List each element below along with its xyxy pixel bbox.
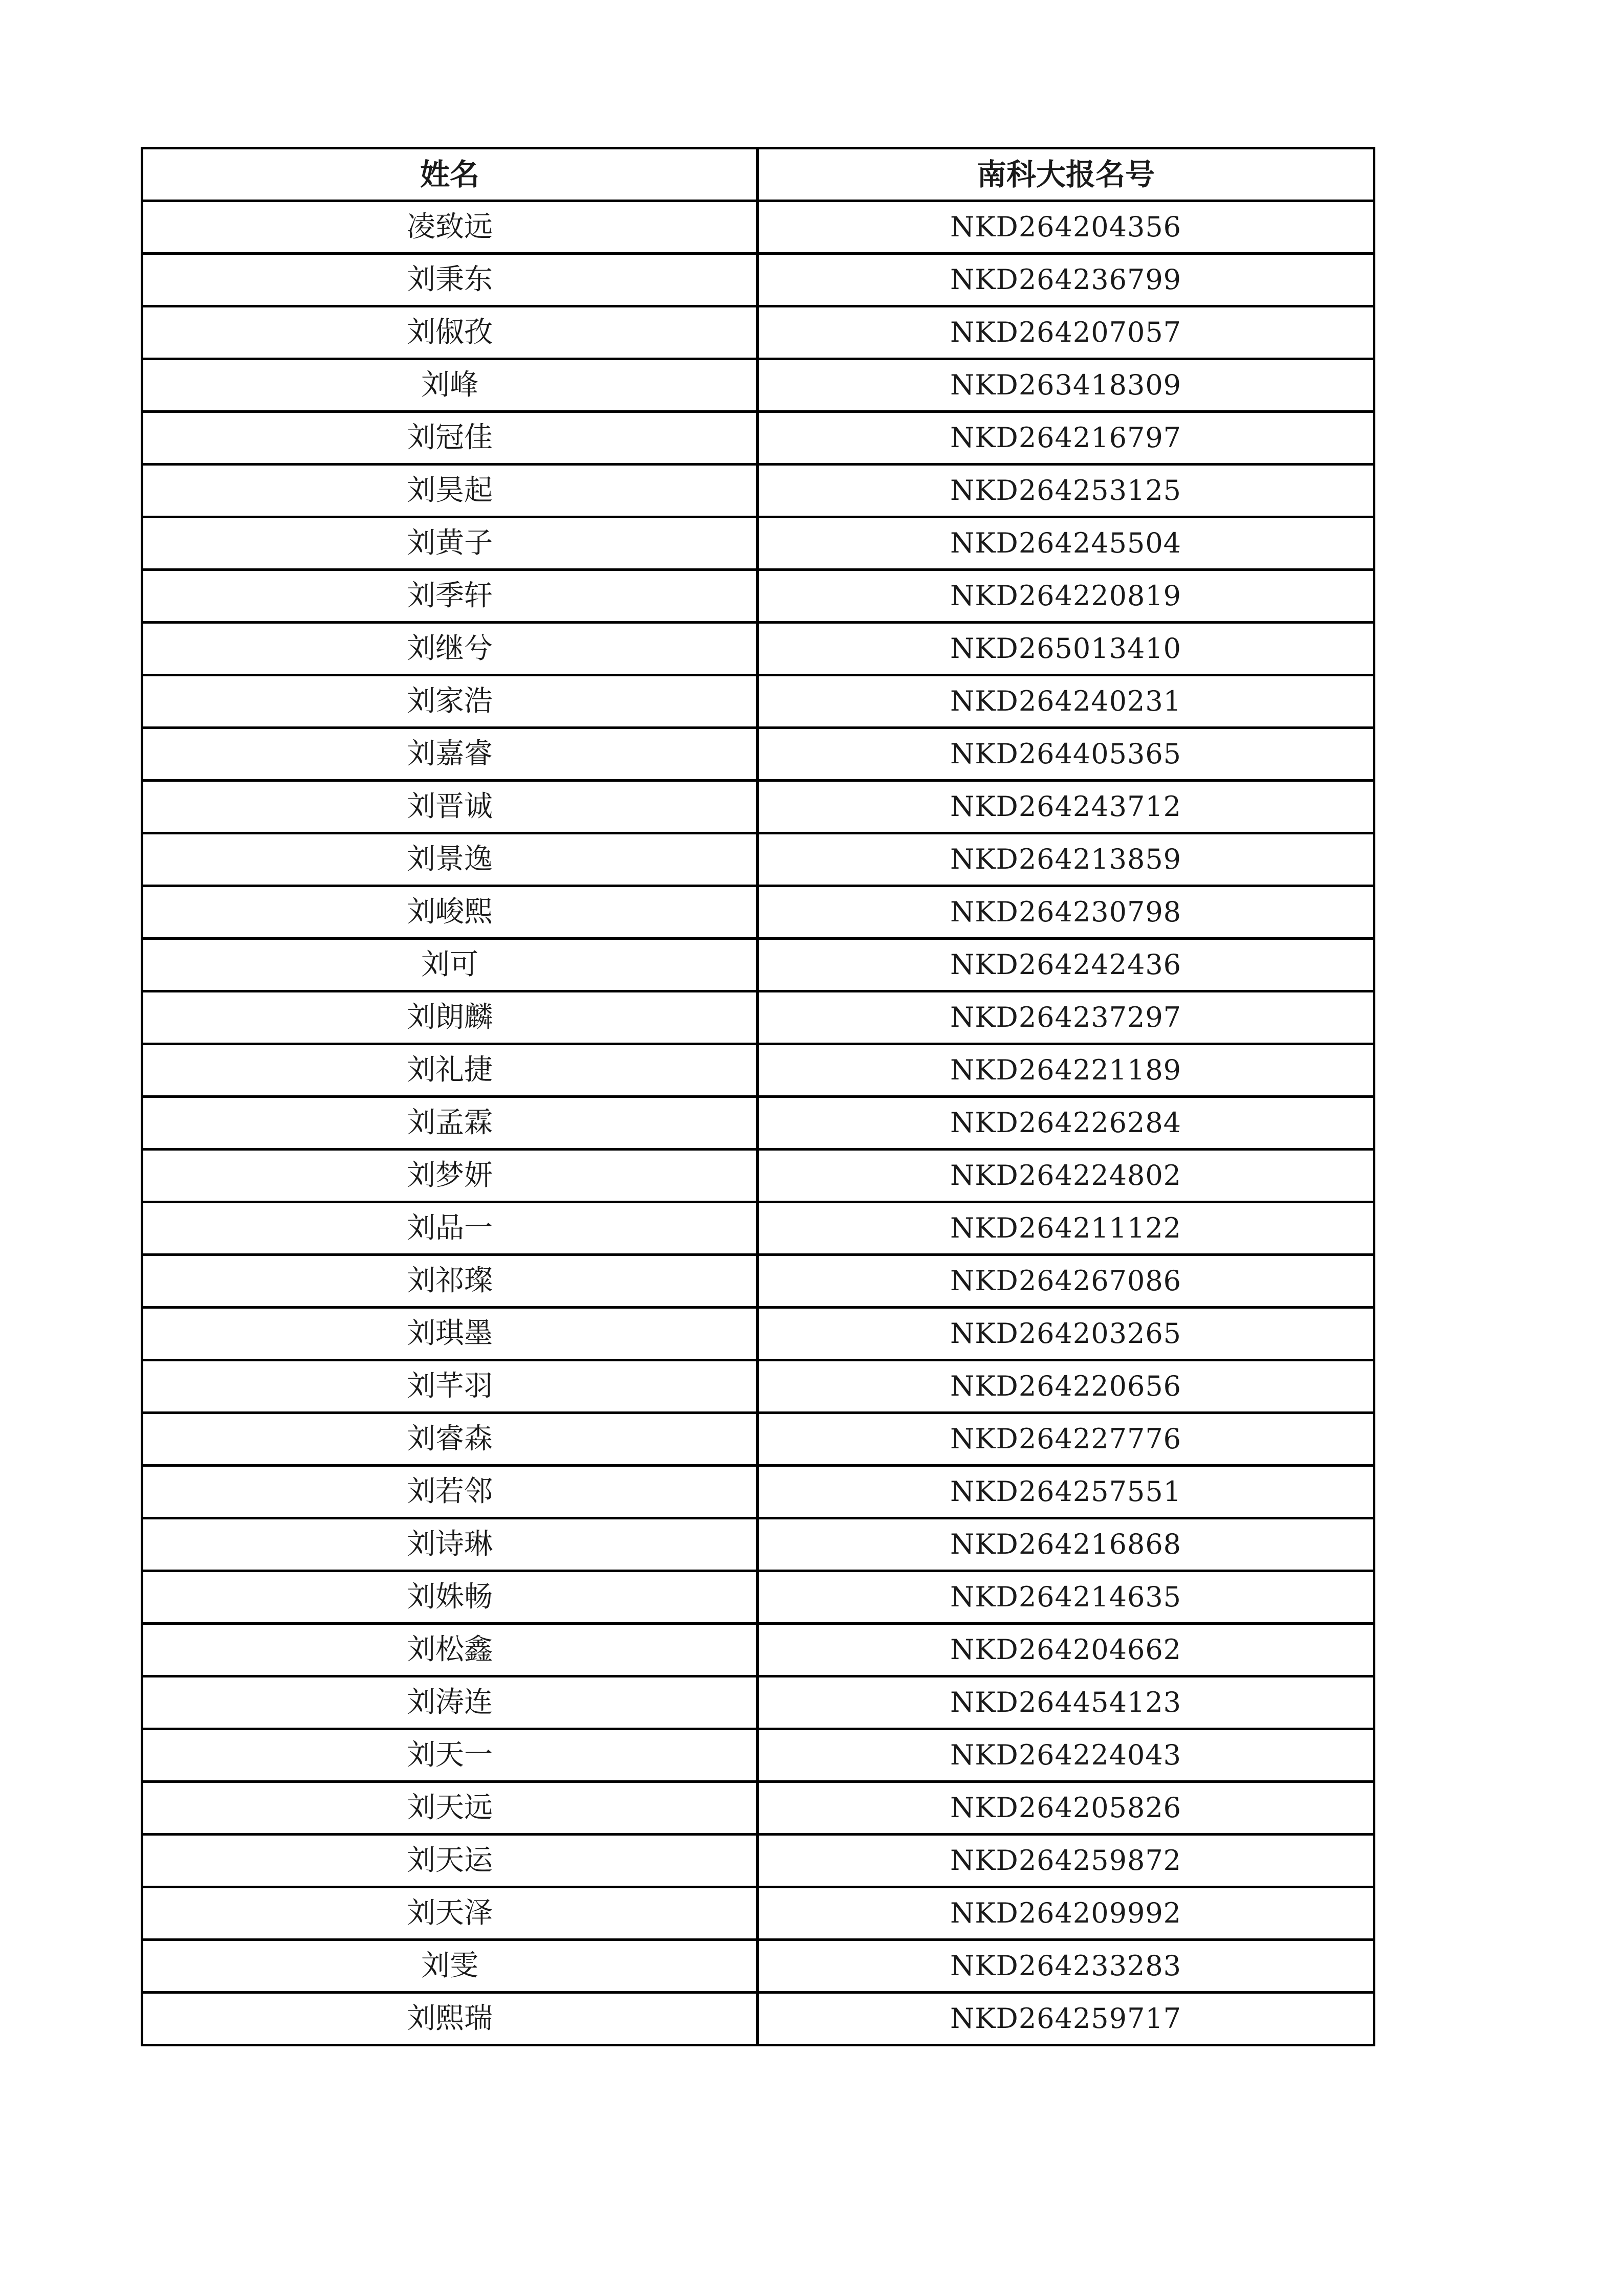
student-name-cell: 刘冠佳	[142, 412, 758, 465]
table-row	[142, 201, 1374, 254]
registration-number-cell: NKD264204356	[758, 201, 1374, 254]
registration-number-cell: NKD264213859	[758, 833, 1374, 886]
student-name-cell: 刘祁璨	[142, 1255, 758, 1308]
registration-number-cell: NKD264454123	[758, 1676, 1374, 1729]
table-row	[142, 1940, 1374, 1993]
column-header-registration-number: 南科大报名号	[758, 148, 1374, 201]
registration-number-cell: NKD264233283	[758, 1940, 1374, 1993]
registration-number-cell: NKD264204662	[758, 1624, 1374, 1676]
table-row	[142, 833, 1374, 886]
table-body	[142, 201, 1374, 2045]
table-row	[142, 517, 1374, 570]
registration-number-cell: NKD264245504	[758, 517, 1374, 570]
student-name-cell: 刘姝畅	[142, 1571, 758, 1624]
student-name-cell: 刘峰	[142, 359, 758, 412]
table-row	[142, 1835, 1374, 1887]
table-row	[142, 1097, 1374, 1150]
registration-number-cell: NKD264243712	[758, 781, 1374, 833]
student-name-cell: 刘诗琳	[142, 1518, 758, 1571]
table-row	[142, 306, 1374, 359]
table-row	[142, 1466, 1374, 1518]
registration-number-cell: NKD264227776	[758, 1413, 1374, 1466]
table-row	[142, 1150, 1374, 1202]
registration-number-cell: NKD264259872	[758, 1835, 1374, 1887]
table-row	[142, 1729, 1374, 1782]
registration-number-cell: NKD264226284	[758, 1097, 1374, 1150]
registration-number-cell: NKD264237297	[758, 991, 1374, 1044]
student-name-cell: 刘晋诚	[142, 781, 758, 833]
registration-number-cell: NKD264211122	[758, 1202, 1374, 1255]
table-row	[142, 728, 1374, 781]
student-name-cell: 刘琪墨	[142, 1308, 758, 1360]
student-name-cell: 刘天远	[142, 1782, 758, 1835]
table-row	[142, 1993, 1374, 2045]
registration-number-cell: NKD264203265	[758, 1308, 1374, 1360]
table-row	[142, 412, 1374, 465]
student-name-cell: 刘俶孜	[142, 306, 758, 359]
table-row	[142, 1413, 1374, 1466]
registration-number-cell: NKD265013410	[758, 623, 1374, 675]
student-name-cell: 刘孟霖	[142, 1097, 758, 1150]
registration-number-cell: NKD264240231	[758, 675, 1374, 728]
table-row	[142, 1044, 1374, 1097]
table-row	[142, 570, 1374, 623]
student-name-cell: 刘熙瑞	[142, 1993, 758, 2045]
student-name-cell: 刘天泽	[142, 1887, 758, 1940]
registration-number-cell: NKD264207057	[758, 306, 1374, 359]
table-row	[142, 1308, 1374, 1360]
table-row	[142, 1676, 1374, 1729]
registration-number-cell: NKD264216868	[758, 1518, 1374, 1571]
registration-number-cell: NKD263418309	[758, 359, 1374, 412]
student-name-cell: 刘黄子	[142, 517, 758, 570]
registration-number-cell: NKD264236799	[758, 254, 1374, 306]
student-name-cell: 刘天运	[142, 1835, 758, 1887]
table-row	[142, 781, 1374, 833]
registration-number-cell: NKD264216797	[758, 412, 1374, 465]
registration-number-cell: NKD264220656	[758, 1360, 1374, 1413]
registration-number-cell: NKD264257551	[758, 1466, 1374, 1518]
registration-number-cell: NKD264205826	[758, 1782, 1374, 1835]
table-row	[142, 675, 1374, 728]
table-row	[142, 1782, 1374, 1835]
student-name-cell: 刘家浩	[142, 675, 758, 728]
table-header-row	[142, 148, 1374, 201]
table-row	[142, 1518, 1374, 1571]
student-name-cell: 刘昊起	[142, 465, 758, 517]
table-row	[142, 1202, 1374, 1255]
student-name-cell: 刘可	[142, 939, 758, 991]
table-row	[142, 623, 1374, 675]
registration-number-cell: NKD264259717	[758, 1993, 1374, 2045]
registration-number-cell: NKD264253125	[758, 465, 1374, 517]
table-row	[142, 465, 1374, 517]
table-row	[142, 991, 1374, 1044]
table-row	[142, 1624, 1374, 1676]
student-name-cell: 刘松鑫	[142, 1624, 758, 1676]
table-row	[142, 359, 1374, 412]
registration-number-cell: NKD264405365	[758, 728, 1374, 781]
student-name-cell: 刘涛连	[142, 1676, 758, 1729]
student-name-cell: 刘雯	[142, 1940, 758, 1993]
student-name-cell: 刘季轩	[142, 570, 758, 623]
registration-number-cell: NKD264230798	[758, 886, 1374, 939]
table-row	[142, 1255, 1374, 1308]
student-name-cell: 刘品一	[142, 1202, 758, 1255]
registration-number-cell: NKD264267086	[758, 1255, 1374, 1308]
student-name-cell: 凌致远	[142, 201, 758, 254]
column-header-name: 姓名	[142, 148, 758, 201]
registration-number-cell: NKD264209992	[758, 1887, 1374, 1940]
roster-table	[141, 147, 1375, 2046]
student-name-cell: 刘芊羽	[142, 1360, 758, 1413]
student-name-cell: 刘秉东	[142, 254, 758, 306]
student-name-cell: 刘峻熙	[142, 886, 758, 939]
student-name-cell: 刘朗麟	[142, 991, 758, 1044]
student-name-cell: 刘嘉睿	[142, 728, 758, 781]
registration-number-cell: NKD264220819	[758, 570, 1374, 623]
student-name-cell: 刘睿森	[142, 1413, 758, 1466]
registration-number-cell: NKD264214635	[758, 1571, 1374, 1624]
table-row	[142, 886, 1374, 939]
registration-number-cell: NKD264224043	[758, 1729, 1374, 1782]
registration-number-cell: NKD264221189	[758, 1044, 1374, 1097]
student-name-cell: 刘天一	[142, 1729, 758, 1782]
student-name-cell: 刘若邻	[142, 1466, 758, 1518]
student-name-cell: 刘景逸	[142, 833, 758, 886]
table-row	[142, 254, 1374, 306]
registration-number-cell: NKD264242436	[758, 939, 1374, 991]
student-name-cell: 刘梦妍	[142, 1150, 758, 1202]
student-name-cell: 刘礼捷	[142, 1044, 758, 1097]
table-row	[142, 1887, 1374, 1940]
table-row	[142, 1360, 1374, 1413]
table-row	[142, 939, 1374, 991]
table-row	[142, 1571, 1374, 1624]
student-name-cell: 刘继兮	[142, 623, 758, 675]
registration-number-cell: NKD264224802	[758, 1150, 1374, 1202]
